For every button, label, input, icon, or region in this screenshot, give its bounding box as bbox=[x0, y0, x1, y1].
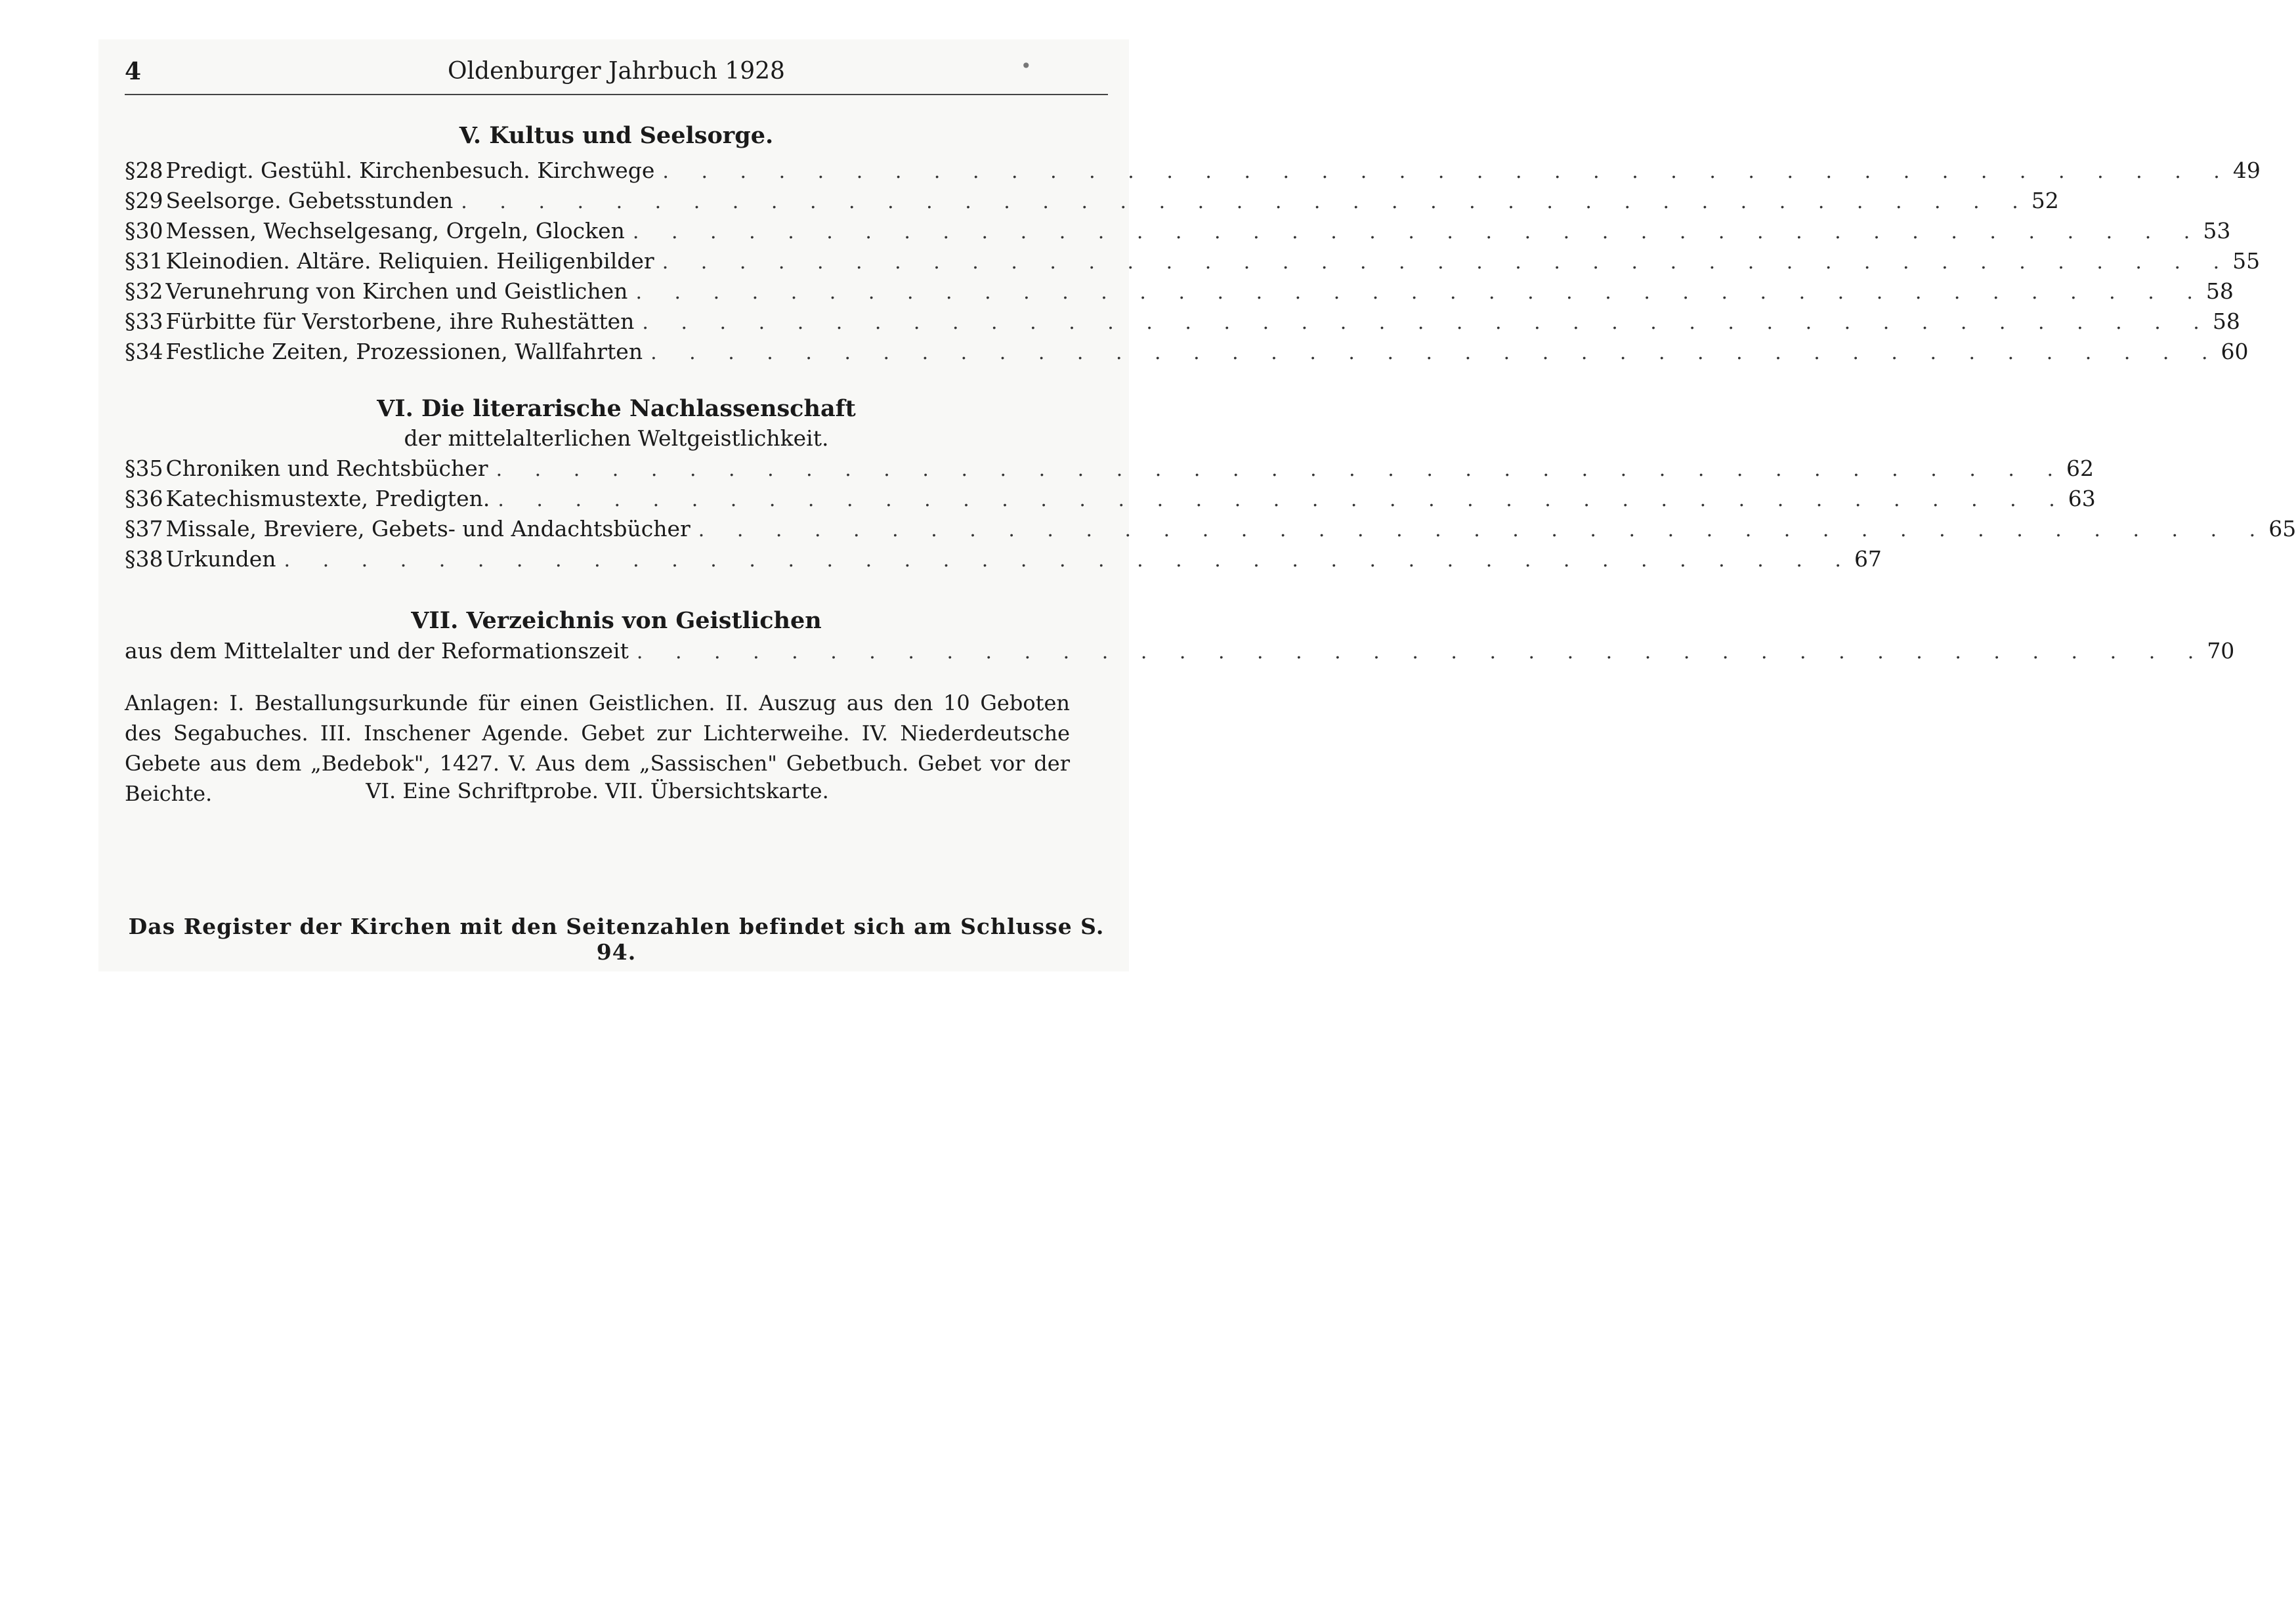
entry-number: 32 bbox=[135, 278, 163, 304]
header-rule bbox=[125, 94, 1108, 95]
page-number: 4 bbox=[125, 58, 142, 85]
entry-title: Messen, Wechselgesang, Orgeln, Glocken bbox=[165, 218, 625, 244]
toc-entry bbox=[125, 516, 2296, 546]
dot-leader: . . . . . . . . . . . . . . . . . . . . . . . . . . . . . . . . . . . . . . . . . bbox=[461, 190, 2031, 213]
section-vii-subtitle: aus dem Mittelalter und der Reformationszeit bbox=[125, 638, 629, 664]
toc-entry bbox=[125, 546, 1882, 576]
header-mark: • bbox=[1021, 55, 1032, 77]
entry-page: 67 bbox=[1854, 546, 1882, 572]
appendices-last-line: VI. Eine Schriftprobe. VII. Übersichtskarte. bbox=[366, 778, 829, 803]
entry-number: 34 bbox=[135, 339, 163, 364]
entry-page: 58 bbox=[2212, 308, 2240, 334]
paragraph-sign: § bbox=[125, 158, 136, 183]
entry-number: 37 bbox=[135, 516, 163, 541]
entry-number: 36 bbox=[135, 486, 163, 511]
paragraph-sign: § bbox=[125, 278, 136, 304]
dot-leader: . . . . . . . . . . . . . . . . . . . . . . . . . . . . . . . . . . . . . . . . . bbox=[635, 281, 2206, 304]
entry-page: 53 bbox=[2203, 218, 2231, 244]
paragraph-sign: § bbox=[125, 456, 136, 481]
running-title: Oldenburger Jahrbuch 1928 bbox=[448, 58, 785, 85]
dot-leader: . . . . . . . . . . . . . . . . . . . . . . . . . . . . . . . . . . . . . . . . . bbox=[284, 549, 1854, 572]
section-v-title: V. Kultus und Seelsorge. bbox=[459, 122, 774, 149]
toc-entry bbox=[125, 339, 2249, 369]
dot-leader: . . . . . . . . . . . . . . . . . . . . . . . . . . . . . . . . . . . . . . . . . bbox=[662, 251, 2233, 274]
entry-page: 52 bbox=[2031, 188, 2059, 213]
section-v-toc bbox=[125, 158, 2261, 369]
toc-entry bbox=[125, 456, 2094, 486]
entry-page: 58 bbox=[2205, 278, 2234, 304]
entry-title: Fürbitte für Verstorbene, ihre Ruhestätten bbox=[165, 308, 635, 334]
paragraph-sign: § bbox=[125, 308, 136, 334]
dot-leader: . . . . . . . . . . . . . . . . . . . . . . . . . . . . . . . . . . . . . . . . . bbox=[650, 341, 2221, 364]
entry-title: Chroniken und Rechtsbücher bbox=[165, 456, 488, 481]
dot-leader: . . . . . . . . . . . . . . . . . . . . . . . . . . . . . . . . . . . . . . . . . bbox=[632, 221, 2203, 244]
entry-page: 49 bbox=[2232, 158, 2261, 183]
entry-number: 30 bbox=[135, 218, 163, 244]
entry-title: Katechismustexte, Predigten. bbox=[165, 486, 490, 511]
paragraph-sign: § bbox=[125, 188, 136, 213]
entry-page: 55 bbox=[2232, 248, 2261, 274]
entry-title: Seelsorge. Gebetsstunden bbox=[165, 188, 454, 213]
entry-page: 62 bbox=[2066, 456, 2094, 481]
register-note: Das Register der Kirchen mit den Seitenzahlen befindet sich am Schlusse S. 94. bbox=[128, 914, 1105, 965]
toc-entry bbox=[125, 486, 2096, 516]
toc-entry bbox=[125, 308, 2240, 339]
entry-title: Verunehrung von Kirchen und Geistlichen bbox=[165, 278, 628, 304]
paragraph-sign: § bbox=[125, 516, 136, 541]
entry-page: 70 bbox=[2207, 638, 2235, 664]
entry-page: 65 bbox=[2268, 516, 2296, 541]
dot-leader: . . . . . . . . . . . . . . . . . . . . . . . . . . . . . . . . . . . . . . . . . bbox=[698, 519, 2269, 541]
dot-leader: . . . . . . . . . . . . . . . . . . . . . . . . . . . . . . . . . . . . . . . . . bbox=[642, 311, 2213, 334]
entry-number: 31 bbox=[135, 248, 163, 274]
dot-leader: . . . . . . . . . . . . . . . . . . . . . . . . . . . . . . . . . . . . . . . . . bbox=[498, 488, 2068, 511]
entry-number: 33 bbox=[135, 308, 163, 334]
page-header bbox=[125, 55, 1108, 88]
entry-title: Urkunden bbox=[165, 546, 276, 572]
paragraph-sign: § bbox=[125, 546, 136, 572]
toc-entry bbox=[125, 278, 2234, 308]
section-vi-title: VI. Die literarische Nachlassenschaft bbox=[377, 395, 856, 422]
section-vii-title: VII. Verzeichnis von Geistlichen bbox=[411, 607, 822, 634]
entry-title: Festliche Zeiten, Prozessionen, Wallfahrten bbox=[165, 339, 643, 364]
entry-title: Kleinodien. Altäre. Reliquien. Heiligenbilder bbox=[165, 248, 654, 274]
dot-leader: . . . . . . . . . . . . . . . . . . . . . . . . . . . . . . . . . . . . . . . . . bbox=[662, 160, 2233, 183]
section-vi-subtitle: der mittelalterlichen Weltgeistlichkeit. bbox=[404, 425, 829, 451]
entry-number: 38 bbox=[135, 546, 163, 572]
toc-entry bbox=[125, 188, 2059, 218]
entry-page: 60 bbox=[2221, 339, 2249, 364]
dot-leader: . . . . . . . . . . . . . . . . . . . . . . . . . . . . . . . . . . . . . . . . . bbox=[636, 641, 2207, 664]
appendices-text: Anlagen: I. Bestallungsurkunde für einen Geistlichen. II. Auszug aus den 10 Geboten des Segabuches. III. Inschener Agende. Gebet zur Lichterweihe. IV. Niederdeutsche Gebete aus dem „Bedebok", 1427. V. Aus dem „Sassischen" Gebetbuch. Gebet vor der Beichte. bbox=[125, 690, 1070, 806]
toc-entry bbox=[125, 248, 2261, 278]
paragraph-sign: § bbox=[125, 248, 136, 274]
paragraph-sign: § bbox=[125, 339, 136, 364]
toc-entry bbox=[125, 158, 2261, 188]
entry-title: Missale, Breviere, Gebets- und Andachtsbücher bbox=[165, 516, 691, 541]
paragraph-sign: § bbox=[125, 486, 136, 511]
section-vii-entry bbox=[125, 638, 2235, 664]
entry-number: 28 bbox=[135, 158, 163, 183]
toc-entry bbox=[125, 218, 2231, 248]
section-vi-toc bbox=[125, 456, 2296, 576]
entry-title: Predigt. Gestühl. Kirchenbesuch. Kirchwege bbox=[165, 158, 655, 183]
paragraph-sign: § bbox=[125, 218, 136, 244]
dot-leader: . . . . . . . . . . . . . . . . . . . . . . . . . . . . . . . . . . . . . . . . . bbox=[496, 458, 2067, 481]
entry-number: 35 bbox=[135, 456, 163, 481]
entry-number: 29 bbox=[135, 188, 163, 213]
entry-page: 63 bbox=[2068, 486, 2096, 511]
